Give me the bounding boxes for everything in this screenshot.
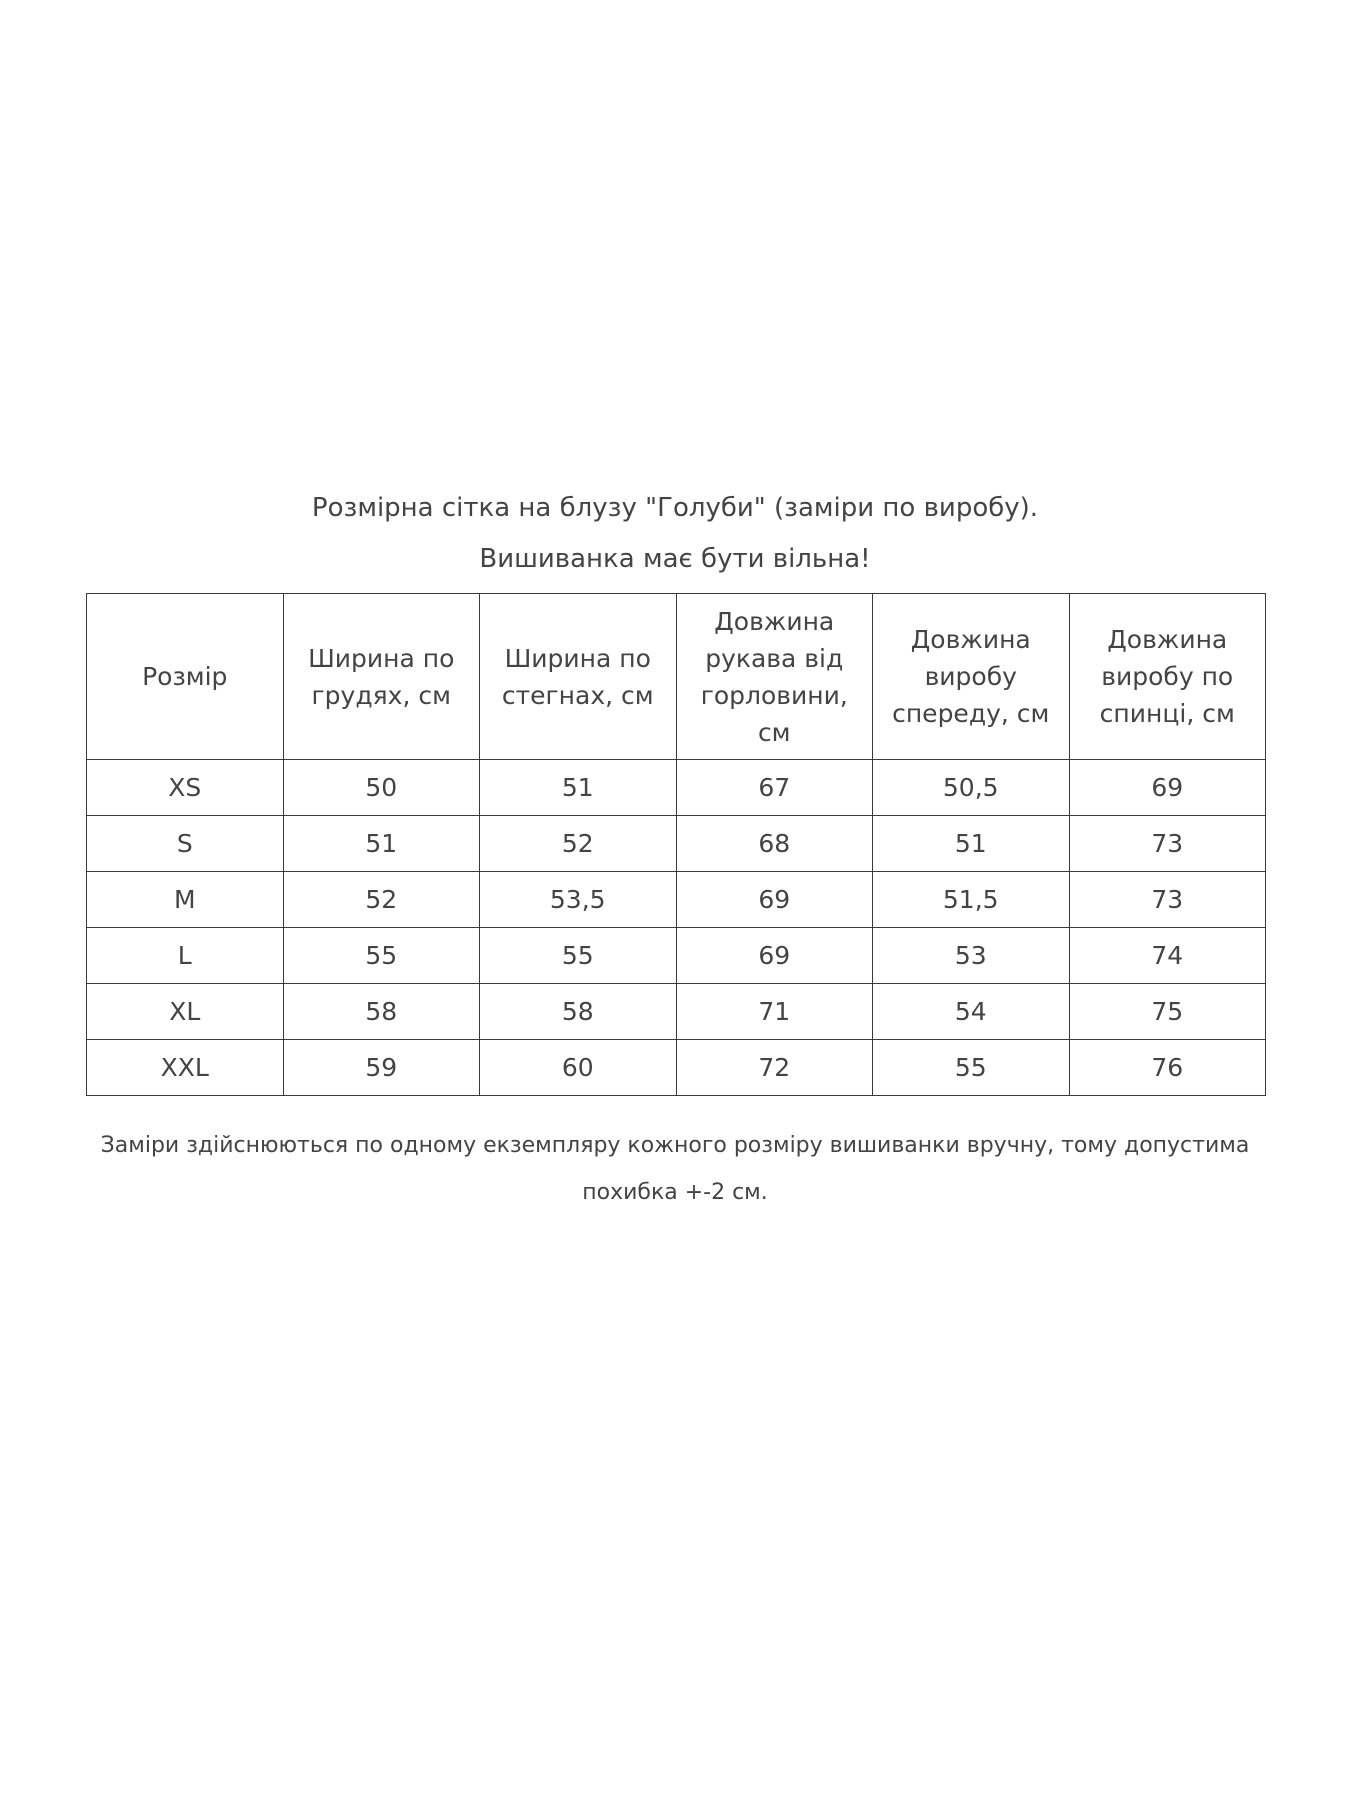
table-header-row	[87, 594, 1266, 760]
cell-back-length: 69	[1069, 760, 1266, 816]
cell-size: XL	[87, 984, 284, 1040]
table-row	[87, 816, 1266, 872]
cell-front-length: 50,5	[873, 760, 1070, 816]
cell-hip-width: 55	[480, 928, 677, 984]
table-row	[87, 928, 1266, 984]
cell-sleeve-length: 72	[676, 1040, 873, 1096]
cell-sleeve-length: 69	[676, 872, 873, 928]
cell-back-length: 76	[1069, 1040, 1266, 1096]
cell-chest-width: 55	[283, 928, 480, 984]
header-size: Розмір	[87, 594, 284, 760]
header-chest-width: Ширина по грудях, см	[283, 594, 480, 760]
cell-sleeve-length: 67	[676, 760, 873, 816]
cell-hip-width: 58	[480, 984, 677, 1040]
cell-hip-width: 53,5	[480, 872, 677, 928]
cell-chest-width: 50	[283, 760, 480, 816]
measurement-note: Заміри здійснюються по одному екземпляру кожного розміру вишиванки вручну, тому допустима	[100, 1133, 1250, 1158]
cell-front-length: 53	[873, 928, 1070, 984]
header-hip-width: Ширина по стегнах, см	[480, 594, 677, 760]
header-front-length: Довжина виробу спереду, см	[873, 594, 1070, 760]
cell-sleeve-length: 69	[676, 928, 873, 984]
cell-back-length: 73	[1069, 816, 1266, 872]
cell-front-length: 54	[873, 984, 1070, 1040]
measurement-tolerance-note: похибка +-2 см.	[582, 1180, 768, 1205]
cell-sleeve-length: 71	[676, 984, 873, 1040]
cell-size: L	[87, 928, 284, 984]
cell-front-length: 51,5	[873, 872, 1070, 928]
page-title: Розмірна сітка на блузу "Голуби" (заміри по виробу).	[311, 493, 1039, 523]
cell-size: XS	[87, 760, 284, 816]
page-subtitle: Вишиванка має бути вільна!	[479, 544, 871, 574]
table-body	[87, 760, 1266, 1096]
table-row	[87, 872, 1266, 928]
cell-chest-width: 52	[283, 872, 480, 928]
cell-back-length: 73	[1069, 872, 1266, 928]
cell-front-length: 51	[873, 816, 1070, 872]
cell-hip-width: 51	[480, 760, 677, 816]
cell-chest-width: 51	[283, 816, 480, 872]
cell-back-length: 74	[1069, 928, 1266, 984]
table-row	[87, 984, 1266, 1040]
cell-sleeve-length: 68	[676, 816, 873, 872]
table-row	[87, 1040, 1266, 1096]
cell-back-length: 75	[1069, 984, 1266, 1040]
cell-chest-width: 59	[283, 1040, 480, 1096]
table-row	[87, 760, 1266, 816]
size-table	[86, 593, 1266, 1096]
cell-chest-width: 58	[283, 984, 480, 1040]
header-sleeve-length: Довжина рукава від горловини, см	[676, 594, 873, 760]
cell-size: M	[87, 872, 284, 928]
cell-front-length: 55	[873, 1040, 1070, 1096]
cell-size: S	[87, 816, 284, 872]
table-header	[87, 594, 1266, 760]
cell-hip-width: 52	[480, 816, 677, 872]
header-back-length: Довжина виробу по спинці, см	[1069, 594, 1266, 760]
cell-hip-width: 60	[480, 1040, 677, 1096]
cell-size: XXL	[87, 1040, 284, 1096]
